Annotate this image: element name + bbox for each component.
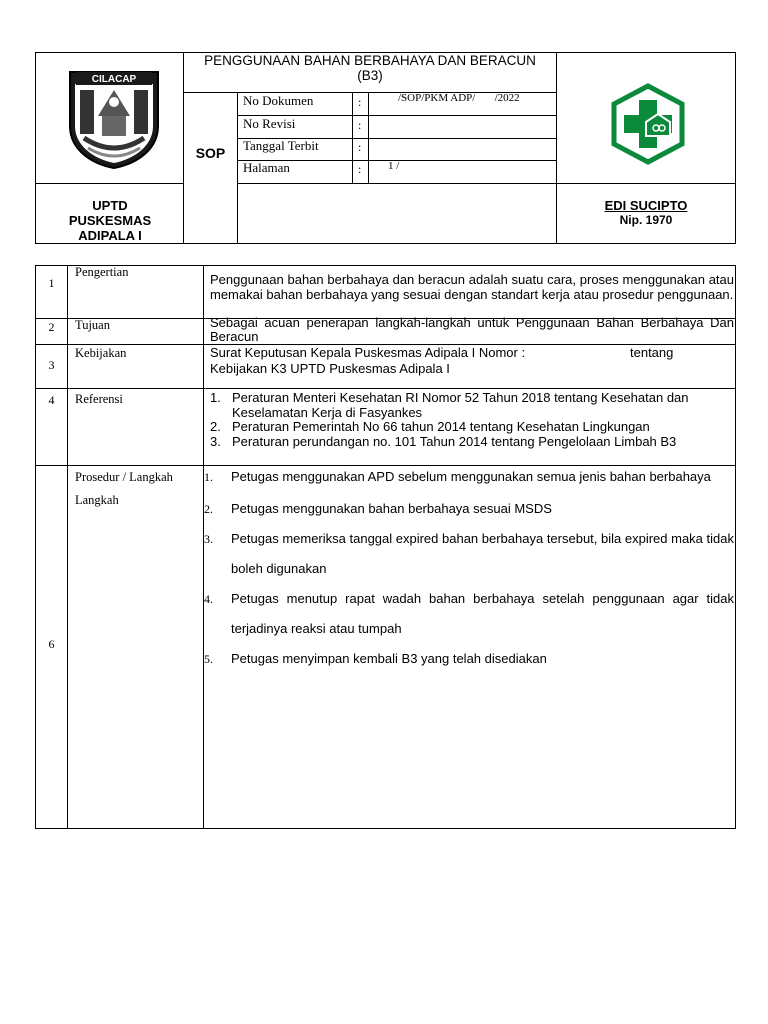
- list-item: 1. Petugas menggunakan APD sebelum menggunakan semua jenis bahan berbahaya: [204, 469, 711, 484]
- field-label-halaman: Halaman: [243, 160, 290, 175]
- field-sep: :: [358, 95, 362, 109]
- row-number: 6: [48, 637, 55, 651]
- field-sep: :: [358, 118, 362, 132]
- org-name: UPTD PUSKESMAS ADIPALA I: [68, 198, 152, 243]
- row-number: 1: [48, 276, 55, 290]
- row-text-tujuan: Sebagai acuan penerapan langkah-langkah untuk Penggunaan Bahan Berbahaya Dan Beracun: [210, 315, 734, 344]
- list-item: 3. Peraturan perundangan no. 101 Tahun 2014 tentang Pengelolaan Limbah B3: [210, 433, 677, 449]
- list-item: 3. Petugas memeriksa tanggal expired bahan berbahaya tersebut, bila expired maka tidak boleh digunakan: [204, 531, 734, 576]
- row-label-kebijakan: Kebijakan: [75, 346, 127, 360]
- row-label-referensi: Referensi: [75, 392, 123, 406]
- row-text-kebijakan-c: Kebijakan K3 UPTD Puskesmas Adipala I: [210, 361, 450, 376]
- list-item: 2. Petugas menggunakan bahan berbahaya sesuai MSDS: [204, 501, 552, 516]
- field-sep: :: [358, 162, 362, 176]
- field-sep: :: [358, 140, 362, 154]
- row-number: 3: [48, 358, 55, 372]
- list-item: 4. Petugas menutup rapat wadah bahan berbahaya setelah penggunaan agar tidak terjadinya reaksi atau tumpah: [204, 591, 734, 636]
- field-value-halaman: 1 /: [388, 160, 400, 172]
- list-item: 5. Petugas menyimpan kembali B3 yang telah disediakan: [204, 651, 547, 666]
- row-text-kebijakan-b: tentang: [630, 345, 674, 360]
- row-text-pengertian: Penggunaan bahan berbahaya dan beracun adalah suatu cara, proses menggunakan atau memakai bahan berbahaya yang sesuai dengan standart kerja atau prosedur penggunaan.: [210, 272, 734, 302]
- list-item: 1. Peraturan Menteri Kesehatan RI Nomor 52 Tahun 2018 tentang Kesehatan dan Keselamatan Kerja di Fasyankes: [210, 390, 689, 420]
- signer-nip: Nip. 1970: [619, 213, 673, 227]
- field-label-no-dokumen: No Dokumen: [243, 93, 314, 108]
- row-number: 2: [48, 320, 55, 334]
- procedure-steps: [204, 466, 734, 674]
- reference-list: [210, 391, 734, 449]
- list-item: 2. Peraturan Pemerintah No 66 tahun 2014 tentang Kesehatan Lingkungan: [210, 419, 650, 434]
- signer-name: EDI SUCIPTO: [604, 198, 688, 213]
- row-label-pengertian: Pengertian: [75, 265, 129, 279]
- document-title: PENGGUNAAN BAHAN BERBAHAYA DAN BERACUN (B3): [204, 53, 536, 83]
- puskesmas-logo: [608, 82, 688, 166]
- sop-label: SOP: [195, 145, 226, 161]
- row-number: 4: [48, 393, 55, 407]
- svg-text:CILACAP: CILACAP: [91, 74, 137, 85]
- field-label-no-revisi: No Revisi: [243, 116, 296, 131]
- field-value-no-dokumen: /SOP/PKM ADP/ /2022: [398, 92, 520, 104]
- row-text-kebijakan-a: Surat Keputusan Kepala Puskesmas Adipala I Nomor :: [210, 345, 526, 360]
- row-label-tujuan: Tujuan: [75, 318, 110, 332]
- field-label-tanggal-terbit: Tanggal Terbit: [243, 138, 319, 153]
- row-label-prosedur: Prosedur / Langkah Langkah: [75, 470, 173, 507]
- cilacap-crest-logo: [66, 68, 162, 170]
